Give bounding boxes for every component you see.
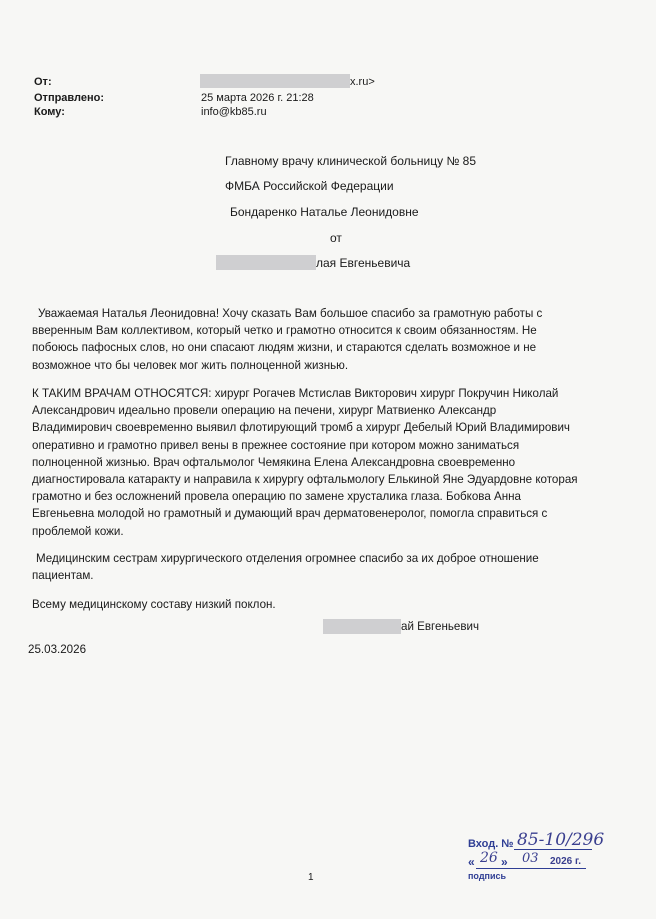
text-line: Владимирович своевременно выявил флотирующий тромб а хирург Дебелый Юрий Владимирович xyxy=(32,421,570,435)
from-label: От: xyxy=(34,76,52,88)
text-line: грамотно и без осложнений провела операцию по замене хрусталика глаза. Бобкова Анна xyxy=(32,490,521,504)
stamp-signature-label: подпись xyxy=(468,871,507,881)
addressee-line-1: Главному врачу клинической больницу № 85 xyxy=(225,154,477,168)
stamp-quote-close: » xyxy=(501,855,508,869)
text-line: проблемой кожи. xyxy=(32,524,124,538)
paragraph-greeting xyxy=(32,305,607,374)
text-line: пациентам. xyxy=(32,569,94,583)
stamp-number-underline xyxy=(514,849,592,850)
page-number: 1 xyxy=(308,872,314,883)
stamp-incoming-label: Вход. № xyxy=(468,838,514,850)
paragraph-doctors xyxy=(32,385,607,540)
addressee-line-3: Бондаренко Наталье Леонидовне xyxy=(230,205,419,219)
from-value: x.ru> xyxy=(350,76,375,88)
sender-name: лая Евгеньевича xyxy=(316,256,411,270)
sent-value: 25 марта 2026 г. 21:28 xyxy=(201,92,314,104)
redacted-sender-name xyxy=(216,255,316,270)
text-line: Уважаемая Наталья Леонидовна! Хочу сказать Вам большое спасибо за грамотную работы с xyxy=(38,307,543,320)
letter-date: 25.03.2026 xyxy=(28,643,87,656)
signature-name: ай Евгеньевич xyxy=(401,620,480,633)
redacted-signature-name xyxy=(323,619,401,634)
text-line: К ТАКИМ ВРАЧАМ ОТНОСЯТСЯ: хирург Рогачев Мстислав Викторович хирург Покручин Николай xyxy=(32,387,559,400)
text-line: Медицинским сестрам хирургического отделения огромнее спасибо за их доброе отношение xyxy=(36,552,539,565)
to-label: Кому: xyxy=(34,106,65,118)
from-word: от xyxy=(330,231,342,245)
stamp-incoming-number: 85-10/296 xyxy=(517,830,605,850)
text-line: вверенным Вам коллективом, который четко и грамотно относится к своим обязанностям. Не xyxy=(32,324,537,338)
paragraph-closing xyxy=(32,596,607,613)
stamp-quote-open: « xyxy=(468,855,475,869)
text-line: Евгеньевна молодой но грамотный и думающий врач дерматовенеролог, помогла справиться с xyxy=(32,507,548,521)
stamp-month: 03 xyxy=(522,851,539,866)
paragraph-nurses xyxy=(32,550,607,584)
stamp-date-underline xyxy=(476,868,586,869)
addressee-line-2: ФМБА Российской Федерации xyxy=(225,179,394,193)
redacted-email xyxy=(200,74,350,88)
text-line: возможное что бы человек мог жить полноценной жизнью. xyxy=(32,358,349,372)
text-line: побоюсь пафосных слов, но они спасают людям жизни, и стараются сделать возможное и не xyxy=(32,341,537,355)
stamp-year: 2026 г. xyxy=(550,856,581,867)
text-line: диагностировала катаракту и направила к хирургу офтальмологу Елькиной Яне Эдуардовне которая xyxy=(32,473,578,487)
text-line: оперативно и грамотно привел вены в прежнее состояние при котором можно заниматься xyxy=(32,438,520,452)
text-line: Александрович идеально провели операцию на печени, хирург Матвиенко Александр xyxy=(32,404,497,418)
stamp-day: 26 xyxy=(480,850,498,866)
to-value: info@kb85.ru xyxy=(201,106,267,118)
sent-label: Отправлено: xyxy=(34,92,105,104)
text-line: полноценной жизнью. Врач офтальмолог Чемякина Елена Александровна своевременно xyxy=(32,455,516,469)
text-line: Всему медицинскому составу низкий поклон. xyxy=(32,598,276,611)
